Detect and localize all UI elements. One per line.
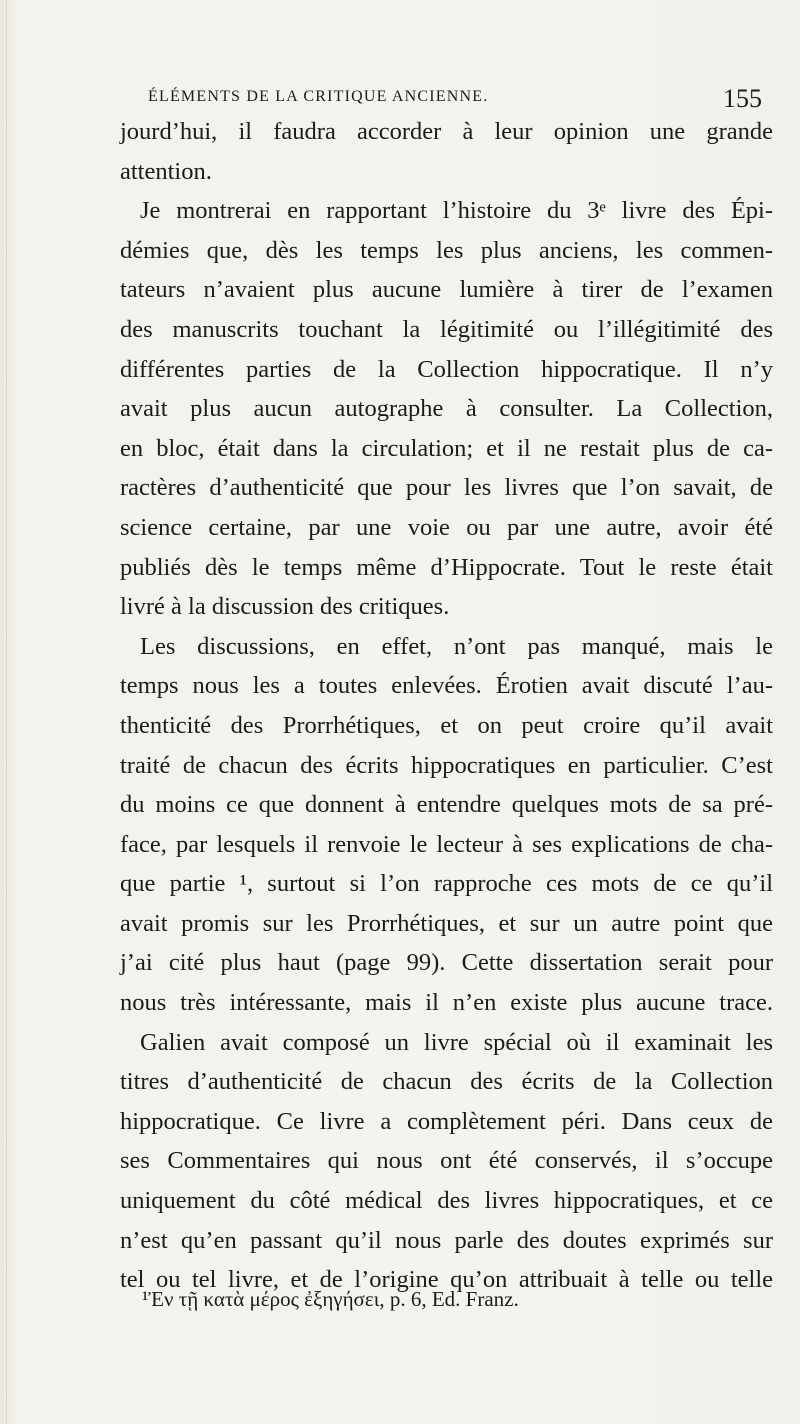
page-gutter [6,0,7,1424]
text-line: Je montrerai en rapportant l’histoire du 3ᵉ livre des Épi- [140,197,773,225]
text-line: en bloc, était dans la circulation; et il ne restait plus de ca- [120,434,773,462]
text-line: tel ou tel livre, et de l’origine qu’on attribuait à telle ou telle [120,1266,773,1294]
text-line: attention. [120,157,212,185]
text-line: différentes parties de la Collection hippocratique. Il n’y [120,355,773,383]
body-text [120,112,800,1300]
footnote: ¹Ἐν τῇ κατὰ μέρος ἐξηγήσει, p. 6, Ed. Franz. [142,1287,519,1311]
running-head-title: ÉLÉMENTS DE LA CRITIQUE ANCIENNE. [148,88,489,105]
text-line: que partie ¹, surtout si l’on rapproche ces mots de ce qu’il [120,870,773,898]
text-line: tateurs n’avaient plus aucune lumière à tirer de l’examen [120,276,773,304]
text-line: livré à la discussion des critiques. [120,593,450,621]
text-line: n’est qu’en passant qu’il nous parle des doutes exprimés sur [120,1226,773,1254]
text-line: uniquement du côté médical des livres hippocratiques, et ce [120,1187,773,1215]
text-line: nous très intéressante, mais il n’en existe plus aucune trace. [120,989,773,1017]
text-line: face, par lesquels il renvoie le lecteur à ses explications de cha- [120,830,773,858]
text-line: science certaine, par une voie ou par une autre, avoir été [120,513,773,541]
text-line: jourd’hui, il faudra accorder à leur opinion une grande [120,118,773,145]
text-line: avait promis sur les Prorrhétiques, et sur un autre point que [120,909,773,937]
text-line: démies que, dès les temps les plus anciens, les commen- [120,236,773,264]
text-line: Les discussions, en effet, n’ont pas manqué, mais le [140,632,773,660]
running-head [0,84,800,114]
text-line: du moins ce que donnent à entendre quelques mots de sa pré- [120,791,773,819]
text-line: avait plus aucun autographe à consulter. La Collection, [120,395,773,423]
text-line: titres d’authenticité de chacun des écrits de la Collection [120,1068,773,1096]
text-line: des manuscrits touchant la légitimité ou l’illégitimité des [120,315,773,343]
text-line: Galien avait composé un livre spécial où il examinait les [140,1028,773,1056]
text-line: thenticité des Prorrhétiques, et on peut croire qu’il avait [120,711,773,739]
text-line: ractères d’authenticité que pour les livres que l’on savait, de [120,474,773,502]
text-line: traité de chacun des écrits hippocratiques en particulier. C’est [120,751,773,779]
text-line: hippocratique. Ce livre a complètement péri. Dans ceux de [120,1107,773,1135]
text-line: temps nous les a toutes enlevées. Érotien avait discuté l’au- [120,672,773,700]
text-line: j’ai cité plus haut (page 99). Cette dissertation serait pour [120,949,773,977]
text-line: ses Commentaires qui nous ont été conservés, il s’occupe [120,1147,773,1175]
page-number: 155 [723,84,762,113]
text-line: publiés dès le temps même d’Hippocrate. Tout le reste était [120,553,773,581]
